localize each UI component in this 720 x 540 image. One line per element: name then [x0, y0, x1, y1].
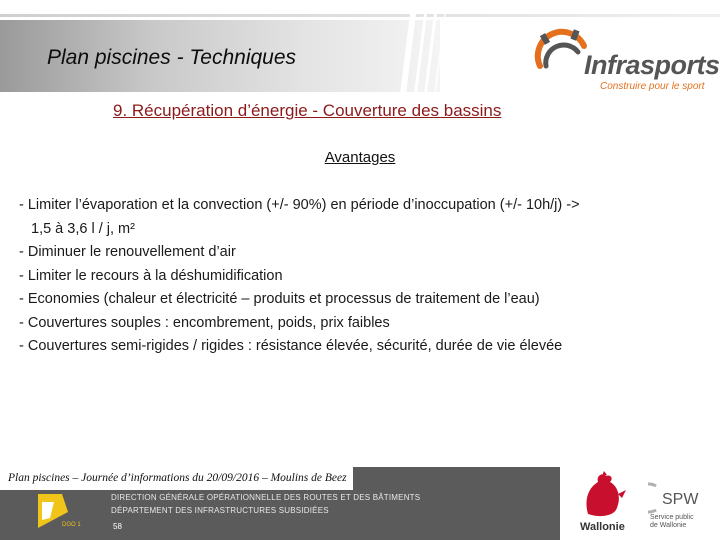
spw-label: SPW	[662, 491, 699, 508]
infrasports-mark-icon	[532, 22, 592, 92]
list-item	[19, 288, 709, 312]
dgo-badge-icon	[28, 492, 98, 532]
list-item-text: - Economies (chaleur et électricité – produits et processus de traitement de l’eau)	[19, 291, 540, 307]
logo-name: Infrasports	[584, 50, 720, 80]
spw-subtitle-line1: Service public	[650, 514, 694, 521]
list-item	[19, 335, 709, 359]
dgo-badge-label: DGO 1	[62, 522, 81, 528]
page-title: Plan piscines - Techniques	[47, 46, 297, 69]
advantages-list	[19, 194, 709, 359]
list-item-text: - Diminuer le renouvellement d’air	[19, 244, 236, 260]
list-item-text: - Limiter le recours à la déshumidification	[19, 267, 283, 284]
list-item	[19, 312, 709, 336]
header-top-line	[0, 14, 720, 17]
advantages-heading: Avantages	[324, 149, 396, 166]
spw-logo-icon	[648, 480, 708, 514]
footer-caption: Plan piscines – Journée d’informations du 20/09/2016 – Moulins de Beez	[0, 467, 353, 490]
section-heading: 9. Récupération d’énergie - Couverture des bassins	[113, 101, 502, 120]
wallonie-label: Wallonie	[580, 521, 625, 533]
wallonie-rooster-icon	[574, 470, 634, 520]
page-number: 58	[113, 522, 122, 531]
list-item	[19, 194, 709, 241]
list-item	[19, 265, 709, 289]
list-item	[19, 241, 709, 265]
logo-tagline: Construire pour le sport	[600, 81, 705, 92]
footer-department: DÉPARTEMENT DES INFRASTRUCTURES SUBSIDIÉES	[111, 506, 329, 515]
list-item-text: - Couvertures souples : encombrement, poids, prix faibles	[19, 314, 390, 331]
list-item-text: - Couvertures semi-rigides / rigides : résistance élevée, sécurité, durée de vie élevée	[19, 338, 563, 354]
footer-direction: DIRECTION GÉNÉRALE OPÉRATIONNELLE DES ROUTES ET DES BÂTIMENTS	[111, 493, 421, 502]
spw-subtitle-line2: de Wallonie	[650, 522, 687, 529]
list-item-text: - Limiter l’évaporation et la convection (+/- 90%) en période d’inoccupation (+/- 10h/j) ->	[19, 197, 580, 213]
header-stripes	[380, 14, 520, 94]
list-item-continuation: 1,5 à 3,6 l / j, m²	[31, 220, 135, 237]
infrasports-logo	[532, 22, 720, 92]
